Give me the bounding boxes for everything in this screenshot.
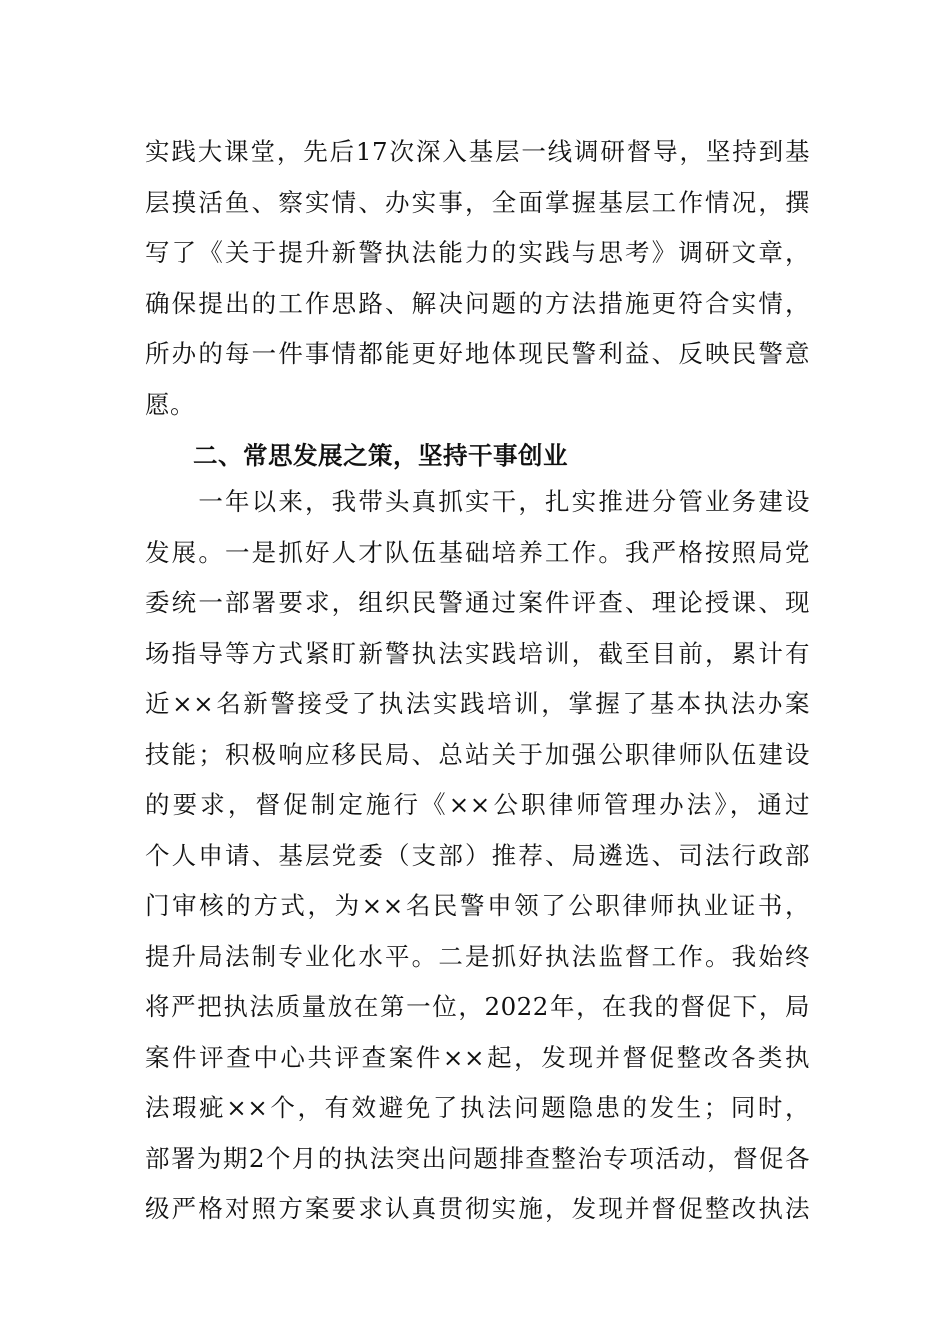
text-line: 的要求，督促制定施行《××公职律师管理办法》，通过 — [145, 790, 810, 819]
text-line: 案件评查中心共评查案件××起，发现并督促整改各类执 — [145, 1042, 810, 1072]
paragraph-continued — [145, 127, 810, 430]
text-line: 近××名新警接受了执法实践培训，掌握了基本执法办案 — [145, 689, 810, 718]
section-heading: 二、常思发展之策，坚持干事创业 — [193, 441, 568, 470]
text-line: 愿。 — [145, 389, 195, 419]
text-line: 法瑕疵××个，有效避免了执法问题隐患的发生；同时， — [145, 1093, 810, 1122]
text-line: 个人申请、基层党委（支部）推荐、局遴选、司法行政部 — [145, 840, 810, 870]
text-line: 发展。一是抓好人才队伍基础培养工作。我严格按照局党 — [145, 537, 810, 567]
text-line: 确保提出的工作思路、解决问题的方法措施更符合实情， — [145, 288, 810, 318]
text-line: 级严格对照方案要求认真贯彻实施，发现并督促整改执法 — [145, 1194, 810, 1223]
text-line: 实践大课堂，先后17次深入基层一线调研督导，坚持到基 — [145, 137, 810, 166]
text-line: 层摸活鱼、察实情、办实事，全面掌握基层工作情况，撰 — [145, 187, 810, 217]
text-line: 写了《关于提升新警执法能力的实践与思考》调研文章， — [145, 238, 810, 267]
text-line: 部署为期2个月的执法突出问题排查整治专项活动，督促各 — [145, 1143, 810, 1173]
paragraph-body — [145, 477, 810, 1235]
text-line: 一年以来，我带头真抓实干，扎实推进分管业务建设 — [145, 487, 810, 516]
text-line: 委统一部署要求，组织民警通过案件评查、理论授课、现 — [145, 588, 810, 617]
text-line: 将严把执法质量放在第一位，2022年，在我的督促下，局 — [145, 992, 810, 1021]
text-line: 场指导等方式紧盯新警执法实践培训，截至目前，累计有 — [145, 638, 810, 668]
text-line: 门审核的方式，为××名民警申领了公职律师执业证书， — [145, 891, 810, 920]
text-line: 所办的每一件事情都能更好地体现民警利益、反映民警意 — [145, 339, 810, 368]
text-line: 技能；积极响应移民局、总站关于加强公职律师队伍建设 — [145, 739, 810, 769]
text-line: 提升局法制专业化水平。二是抓好执法监督工作。我始终 — [145, 941, 810, 971]
